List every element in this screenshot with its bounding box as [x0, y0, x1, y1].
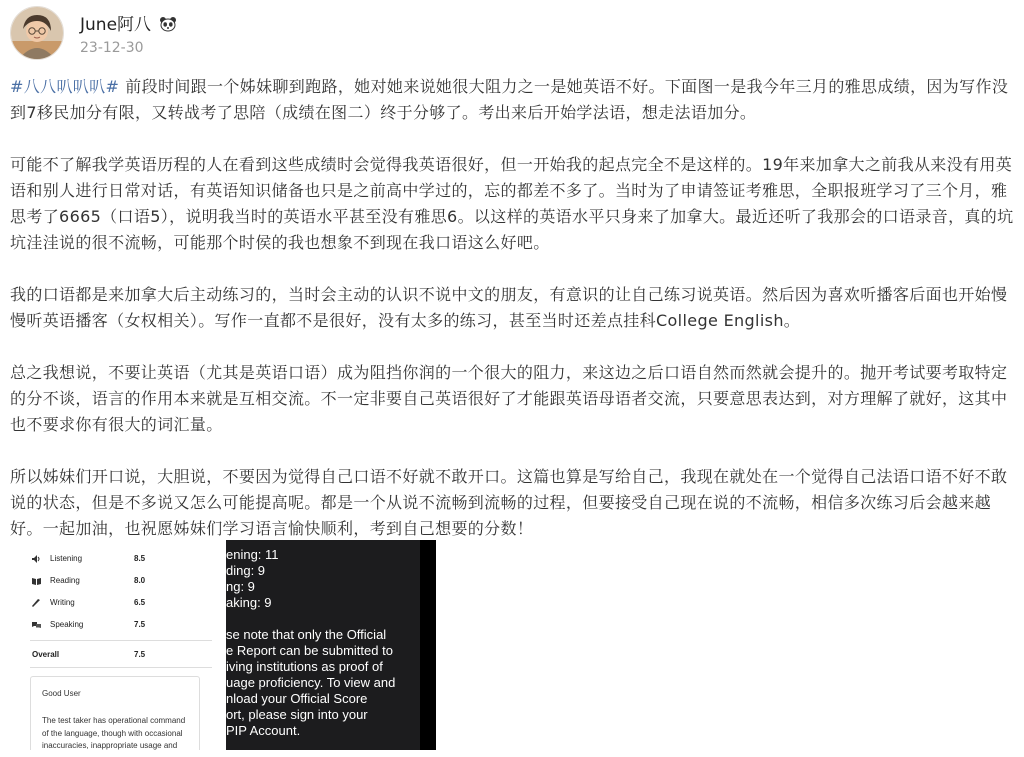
image-text-line: ding: 9: [226, 563, 266, 578]
band-description-card: [30, 676, 200, 750]
paragraph-3: 我的口语都是来加拿大后主动练习的，当时会主动的认识不说中文的朋友，有意识的让自己练习说英语。然后因为喜欢听播客后面也开始慢慢听英语播客（女权相关）。写作一直都不是很好，没有太多的练习，甚至当时还差点挂科College English。: [10, 285, 1008, 330]
image-text-line: nload your Official Score: [226, 691, 368, 706]
score-value: 7.5: [134, 620, 146, 629]
paragraph-5: 所以姊妹们开口说，大胆说，不要因为觉得自己口语不好就不敢开口。这篇也算是写给自己，我现在就处在一个觉得自己法语口语不好不敢说的状态，但是不多说又怎么可能提高呢。都是一个从说不流畅到流畅的过程，但要接受自己现在说的不流畅，相信多次练习后会越来越好。一起加油，也祝愿姊妹们学习语言愉快顺利，考到自己想要的分数！: [10, 467, 1008, 538]
score-value: 8.5: [134, 554, 146, 563]
divider: [30, 640, 212, 641]
image-text-line: PIP Account.: [226, 723, 301, 738]
paragraph-2: 可能不了解我学英语历程的人在看到这些成绩时会觉得我英语很好，但一开始我的起点完全不是这样的。19年来加拿大之前我从来没有用英语和别人进行日常对话，有英语知识储备也只是之前高中学过的，忘的都差不多了。当时为了申请签证考雅思，全职报班学习了三个月，雅思考了6665（口语5），说明我当时的英语水平甚至没有雅思6。以这样的英语水平只身来了加拿大。最近还听了我那会的口语录音，真的坑坑洼洼说的很不流畅，可能那个时侯的我也想象不到现在我口语这么好吧。: [10, 155, 1014, 252]
score-row-writing: [16, 592, 215, 614]
ielts-score-image[interactable]: [16, 540, 215, 750]
post-timestamp: 23-12-30: [80, 40, 144, 56]
image-text-line: ening: 11: [226, 547, 279, 562]
image-text-line: se note that only the Official: [226, 627, 387, 642]
score-label: Reading: [50, 576, 80, 585]
image-text-line: e Report can be submitted to: [226, 643, 393, 658]
post-content: [10, 74, 1015, 568]
divider: [30, 667, 212, 668]
score-label: Writing: [50, 598, 75, 607]
username-text[interactable]: June阿八: [80, 15, 152, 35]
image-text-line: iving institutions as proof of: [226, 659, 383, 674]
avatar[interactable]: [10, 6, 64, 60]
celpip-score-image[interactable]: [226, 540, 436, 750]
score-value: 8.0: [134, 576, 146, 585]
image-text-line: ort, please sign into your: [226, 707, 368, 722]
username[interactable]: [80, 10, 177, 37]
paragraph-1: [10, 74, 1015, 126]
score-value: 6.5: [134, 598, 146, 607]
speaker-icon: [32, 555, 41, 563]
image-text-line: aking: 9: [226, 595, 272, 610]
paragraph-1-text: 前段时间跟一个姊妹聊到跑路，她对她来说她很大阻力之一是她英语不好。下面图一是我今年三月的雅思成绩，因为写作没到7移民加分有限，又转战考了思陪（成绩在图二）终于分够了。考出来后开始学法语，想走法语加分。: [10, 77, 1009, 122]
overall-score: 7.5: [134, 650, 146, 659]
band-description: The test taker has operational command of the language, though with occasional inaccuracies, inappropriate usage and: [42, 716, 186, 750]
paragraph-4: 总之我想说，不要让英语（尤其是英语口语）成为阻挡你润的一个很大的阻力，来这边之后口语自然而然就会提升的。抛开考试要考取特定的分不谈，语言的作用本来就是互相交流。不一定非要自己英语很好了才能跟英语母语者交流，只要意思表达到，对方理解了就好，这其中也不要求你有很大的词汇量。: [10, 363, 1008, 434]
hashtag-link[interactable]: #八八叭叭叭#: [10, 77, 120, 96]
image-text-line: ng: 9: [226, 579, 255, 594]
score-label: Listening: [50, 554, 83, 563]
score-row-reading: [16, 570, 215, 592]
score-label: Speaking: [50, 620, 84, 629]
overall-label: Overall: [32, 650, 60, 659]
book-icon: [32, 577, 41, 585]
score-row-listening: [16, 548, 215, 570]
image-edge: [420, 540, 436, 750]
speech-bubbles-icon: [32, 621, 41, 629]
image-text-line: uage proficiency. To view and: [226, 675, 396, 690]
band-title: Good User: [42, 689, 81, 698]
panda-emoji-icon: [159, 16, 177, 37]
pen-icon: [32, 599, 41, 607]
score-row-speaking: [16, 614, 215, 636]
